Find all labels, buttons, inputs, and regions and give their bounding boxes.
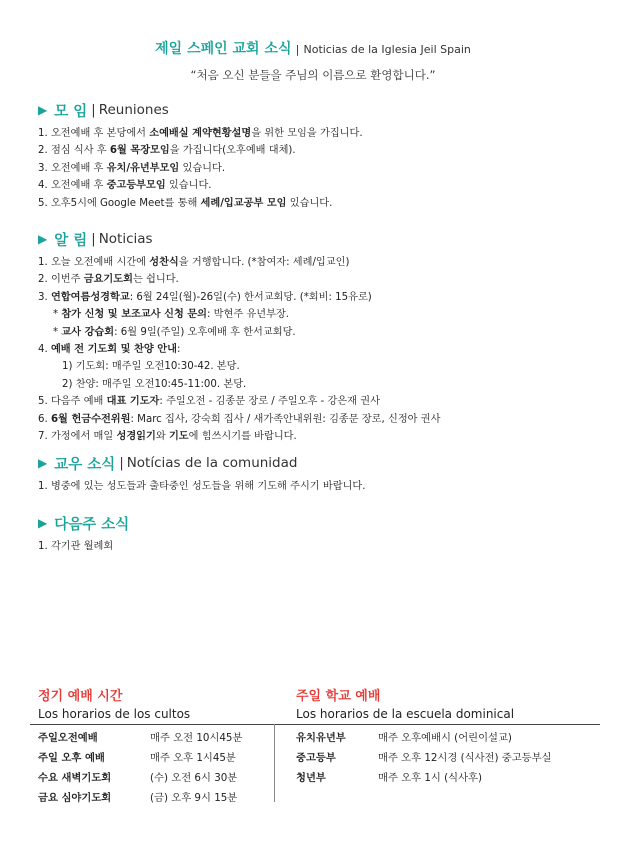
table-row <box>38 748 242 768</box>
page-header <box>0 38 626 83</box>
list-item: 1. 오늘 오전예배 시간에 성찬식을 거행합니다. (*참여자: 세례/입교인) <box>38 257 350 268</box>
list-item: 1. 오전예배 후 본당에서 소예배실 계약현황설명을 위한 모임을 가집니다. <box>38 128 363 139</box>
worship-title-korean: 정기 예배 시간 <box>38 689 123 704</box>
section-title-spanish: Noticias <box>98 231 153 247</box>
section-heading <box>38 513 598 533</box>
table-row <box>38 788 242 808</box>
section-noticias <box>38 229 598 445</box>
section-title-korean: 모 임 <box>54 103 88 120</box>
department-name: 청년부 <box>296 772 326 784</box>
list-item: 3. 연합여름성경학교: 6월 24일(월)-26일(수) 한서교회당. (*회비: 15유로) <box>38 291 372 303</box>
service-name: 수요 새벽기도회 <box>38 772 112 784</box>
section-next-week <box>38 513 598 555</box>
school-table <box>296 728 551 788</box>
table-row <box>296 748 551 768</box>
service-time: (수) 오전 6시 30분 <box>150 772 238 784</box>
list-item: 5. 오후5시에 Google Meet를 통해 세례/입교공부 모임 있습니다. <box>38 197 333 209</box>
section-title-korean: 교우 소식 <box>54 456 116 473</box>
department-name: 중고등부 <box>296 752 336 764</box>
title-korean: 제일 스페인 교회 소식 <box>155 41 292 57</box>
table-row <box>296 768 551 788</box>
list-item: 6. 6월 헌금수전위원: Marc 집사, 강숙희 집사 / 새가족안내위원: 김종문 장로, 신정아 권사 <box>38 413 441 425</box>
section-reuniones <box>38 100 598 212</box>
service-name: 주일 오후 예배 <box>38 752 105 764</box>
list-item: 7. 가정에서 매일 성경읽기와 기도에 힘쓰시기를 바랍니다. <box>38 431 297 443</box>
worship-table <box>38 728 242 808</box>
list-subitem: * 교사 강습회: 6월 9일(주일) 오후예배 후 한서교회당. <box>53 326 296 338</box>
list-subitem: 1) 기도회: 매주일 오전10:30-42. 본당. <box>62 361 240 373</box>
service-time: 매주 오전 10시45분 <box>150 732 243 744</box>
triangle-right-icon: ▶ <box>38 103 48 117</box>
title-separator: | <box>295 43 300 56</box>
department-time: 매주 오후 12시경 (식사전) 중고등부실 <box>378 752 552 764</box>
service-time: (금) 오후 9시 15분 <box>150 792 238 804</box>
service-name: 주일오전예배 <box>38 732 98 744</box>
column-divider <box>274 724 275 802</box>
section-comunidad <box>38 453 598 495</box>
page-title <box>0 38 626 58</box>
schedule-divider <box>30 724 600 725</box>
table-row <box>38 768 242 788</box>
triangle-right-icon: ▶ <box>38 516 48 530</box>
section-heading <box>38 229 598 249</box>
worship-title-spanish: Los horarios de los cultos <box>38 707 191 721</box>
triangle-right-icon: ▶ <box>38 456 48 470</box>
triangle-right-icon: ▶ <box>38 232 48 246</box>
table-row <box>38 728 242 748</box>
section-heading <box>38 453 598 473</box>
item-list <box>38 125 598 212</box>
school-header <box>296 685 514 721</box>
list-subitem: 2) 찬양: 매주일 오전10:45-11:00. 본당. <box>62 378 247 390</box>
worship-header <box>38 685 190 721</box>
list-item: 1. 병중에 있는 성도들과 출타중인 성도들을 위해 기도해 주시기 바랍니다. <box>38 481 366 492</box>
section-separator: | <box>119 455 124 471</box>
item-list <box>38 478 598 495</box>
section-title-korean: 다음주 소식 <box>54 516 130 533</box>
section-separator: | <box>91 102 96 118</box>
section-separator: | <box>91 231 96 247</box>
title-spanish: Noticias de la Iglesia Jeil Spain <box>303 43 471 56</box>
item-list <box>38 254 598 445</box>
service-name: 금요 심야기도회 <box>38 792 112 804</box>
list-item: 2. 이번주 금요기도회는 쉽니다. <box>38 274 179 286</box>
section-title-korean: 알 림 <box>54 232 88 249</box>
service-time: 매주 오후 1시45분 <box>150 752 236 764</box>
welcome-subtitle: “처음 오신 분들을 주님의 이름으로 환영합니다.” <box>190 68 436 82</box>
department-time: 매주 오후예배시 (어린이설교) <box>378 732 512 744</box>
item-list <box>38 538 598 555</box>
section-title-spanish: Reuniones <box>98 102 169 118</box>
school-title-spanish: Los horarios de la escuela dominical <box>296 707 515 721</box>
section-heading <box>38 100 598 120</box>
list-subitem: * 참가 신청 및 보조교사 신청 문의: 박현주 유년부장. <box>53 309 290 321</box>
list-item: 4. 오전예배 후 중고등부모임 있습니다. <box>38 180 212 192</box>
department-name: 유치유년부 <box>296 732 346 744</box>
list-item: 1. 각기관 월례회 <box>38 541 114 552</box>
list-item: 4. 예배 전 기도회 및 찬양 안내: <box>38 344 181 356</box>
section-title-spanish: Notícias de la comunidad <box>126 455 298 471</box>
table-row <box>296 728 551 748</box>
list-item: 3. 오전예배 후 유치/유년부모임 있습니다. <box>38 162 226 174</box>
list-item: 5. 다음주 예배 대표 기도자: 주일오전 - 김종문 장로 / 주일오후 - 강은재 권사 <box>38 396 380 408</box>
school-title-korean: 주일 학교 예배 <box>296 689 381 704</box>
department-time: 매주 오후 1시 (식사후) <box>378 772 482 784</box>
list-item: 2. 점심 식사 후 6월 목장모임을 가집니다(오후예배 대체). <box>38 145 296 157</box>
